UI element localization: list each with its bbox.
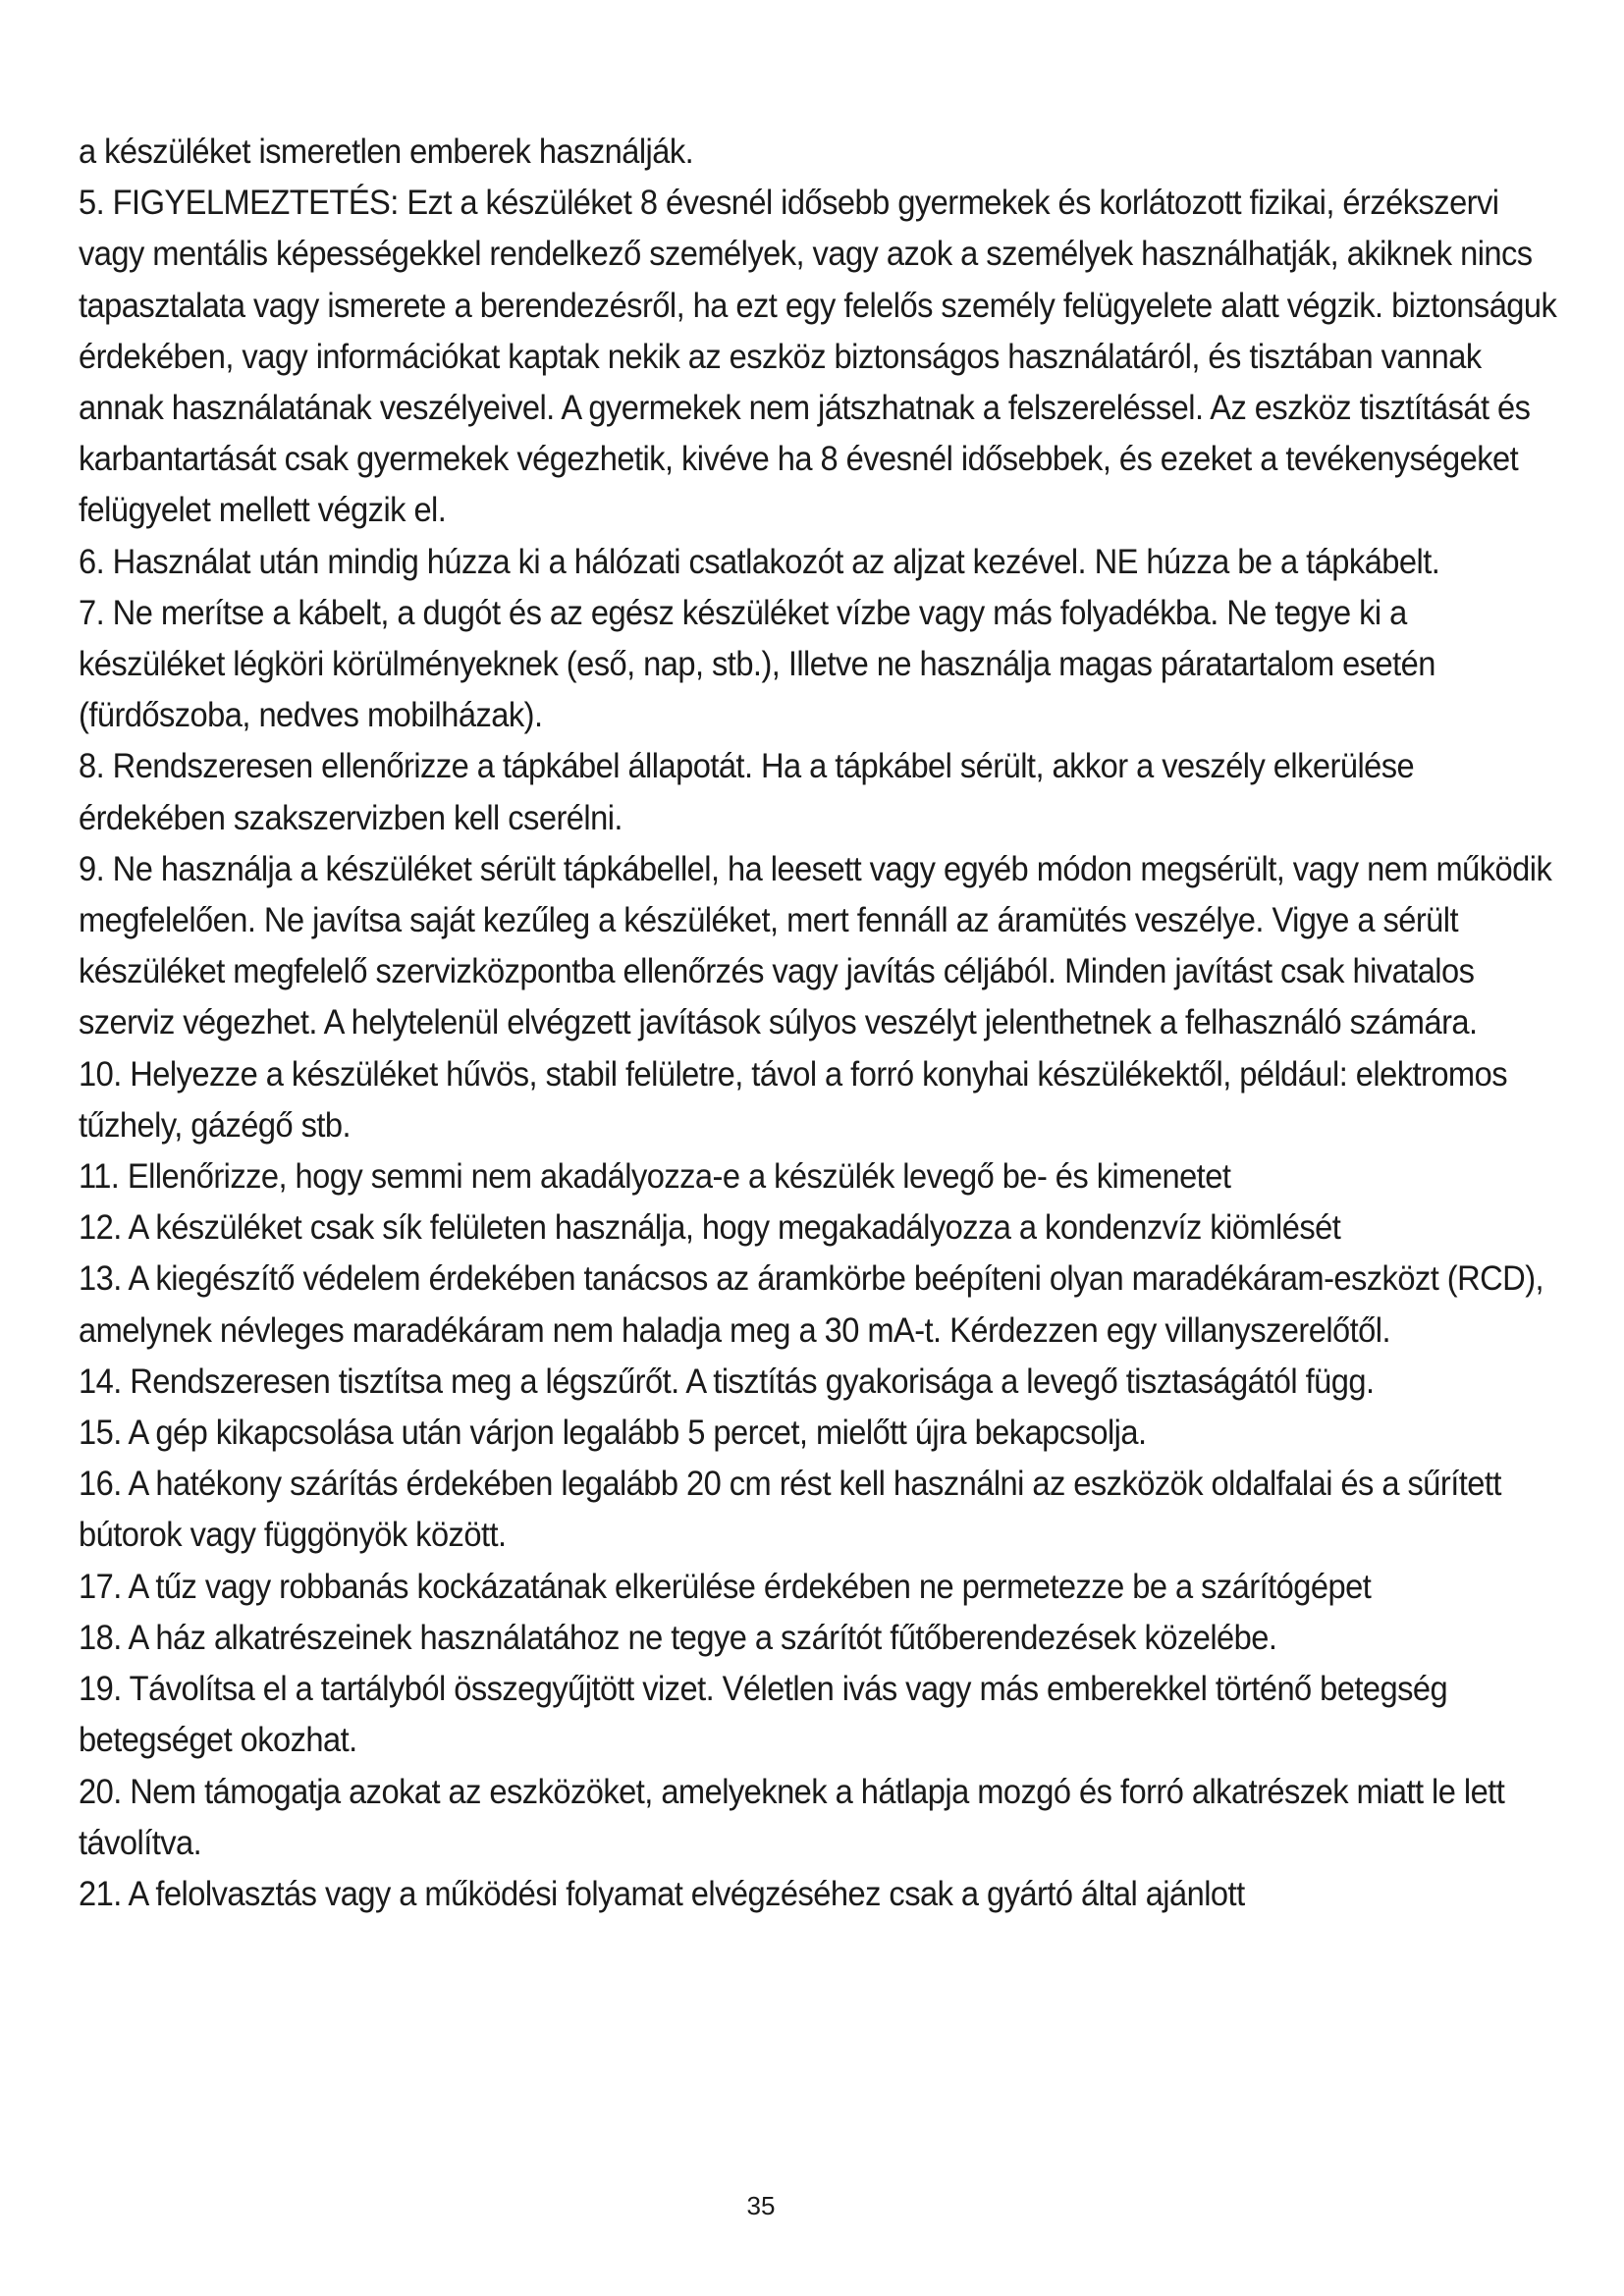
paragraph-item-7: 7. Ne merítse a kábelt, a dugót és az egész készüléket vízbe vagy más folyadékba. Ne tegye ki a készüléket légköri körülményeknek (eső, nap, stb.), Illetve ne használja magas páratartalom esetén (fürdőszoba, nedves mobilházak). bbox=[79, 592, 1435, 735]
paragraph-item-15: 15. A gép kikapcsolása után várjon legalább 5 percet, mielőtt újra bekapcsolja. bbox=[79, 1413, 1147, 1453]
paragraph-intro: a készüléket ismeretlen emberek használják. bbox=[79, 132, 694, 171]
paragraph-item-18: 18. A ház alkatrészeinek használatához ne tegye a szárítót fűtőberendezések közelébe. bbox=[79, 1617, 1277, 1657]
paragraph-item-16: 16. A hatékony szárítás érdekében legalább 20 cm rést kell használni az eszközök oldalfalai és a sűrített bútorok vagy függönyök között. bbox=[79, 1464, 1501, 1555]
page-number: 35 bbox=[746, 2191, 776, 2220]
paragraph-item-17: 17. A tűz vagy robbanás kockázatának elkerülése érdekében ne permetezze be a szárítógépet bbox=[79, 1566, 1372, 1606]
paragraph-item-11: 11. Ellenőrizze, hogy semmi nem akadályozza-e a készülék levegő be- és kimenetet bbox=[79, 1156, 1231, 1197]
paragraph-item-19: 19. Távolítsa el a tartályból összegyűjtött vizet. Véletlen ivás vagy más emberekkel történő betegség betegséget okozhat. bbox=[79, 1669, 1448, 1760]
paragraph-item-5: 5. FIGYELMEZTETÉS: Ezt a készüléket 8 évesnél idősebb gyermekek és korlátozott fizikai, érzékszervi vagy mentális képességekkel rendelkező személyek, vagy azok a személyek használhatják, akiknek nincs tapasztalata vagy ismerete a berendezésről, ha ezt egy felelős személy felügyelete alatt végzik. biztonságuk érdekében, vagy információkat kaptak nekik az eszköz biztonságos használatáról, és tisztában vannak annak használatának veszélyeivel. A gyermekek nem játszhatnak a felszereléssel. Az eszköz tisztítását és karbantartását csak gyermekek végezhetik, kivéve ha 8 évesnél idősebbek, és ezeket a tevékenységeket felügyelet mellett végzik el. bbox=[79, 183, 1557, 530]
paragraph-item-20: 20. Nem támogatja azokat az eszközöket, amelyeknek a hátlapja mozgó és forró alkatrészek miatt le lett távolítva. bbox=[79, 1771, 1505, 1862]
paragraph-item-21: 21. A felolvasztás vagy a működési folyamat elvégzéséhez csak a gyártó által ajánlott bbox=[79, 1873, 1245, 1913]
document-body bbox=[79, 126, 1561, 1919]
paragraph-item-14: 14. Rendszeresen tisztítsa meg a légszűrőt. A tisztítás gyakorisága a levegő tisztaságától függ. bbox=[79, 1361, 1375, 1401]
paragraph-item-12: 12. A készüléket csak sík felületen használja, hogy megakadályozza a kondenzvíz kiömlését bbox=[79, 1207, 1341, 1248]
paragraph-item-10: 10. Helyezze a készüléket hűvös, stabil felületre, távol a forró konyhai készülékektől, például: elektromos tűzhely, gázégő stb. bbox=[79, 1053, 1507, 1145]
paragraph-item-8: 8. Rendszeresen ellenőrizze a tápkábel állapotát. Ha a tápkábel sérült, akkor a veszély elkerülése érdekében szakszervizben kell cserélni. bbox=[79, 746, 1415, 837]
paragraph-item-13: 13. A kiegészítő védelem érdekében tanácsos az áramkörbe beépíteni olyan maradékáram-eszközt (RCD), amelynek névleges maradékáram nem haladja meg a 30 mA-t. Kérdezzen egy villanyszerelőtől. bbox=[79, 1258, 1544, 1350]
paragraph-item-6: 6. Használat után mindig húzza ki a hálózati csatlakozót az aljzat kezével. NE húzza be a tápkábelt. bbox=[79, 541, 1440, 581]
paragraph-item-9: 9. Ne használja a készüléket sérült tápkábellel, ha leesett vagy egyéb módon megsérült, vagy nem működik megfelelően. Ne javítsa saját kezűleg a készüléket, mert fennáll az áramütés veszélye. Vigye a sérült készüléket megfelelő szervizközpontba ellenőrzés vagy javítás céljából. Minden javítást csak hivatalos szerviz végezhet. A helytelenül elvégzett javítások súlyos veszélyt jelenthetnek a felhasználó számára. bbox=[79, 848, 1552, 1042]
